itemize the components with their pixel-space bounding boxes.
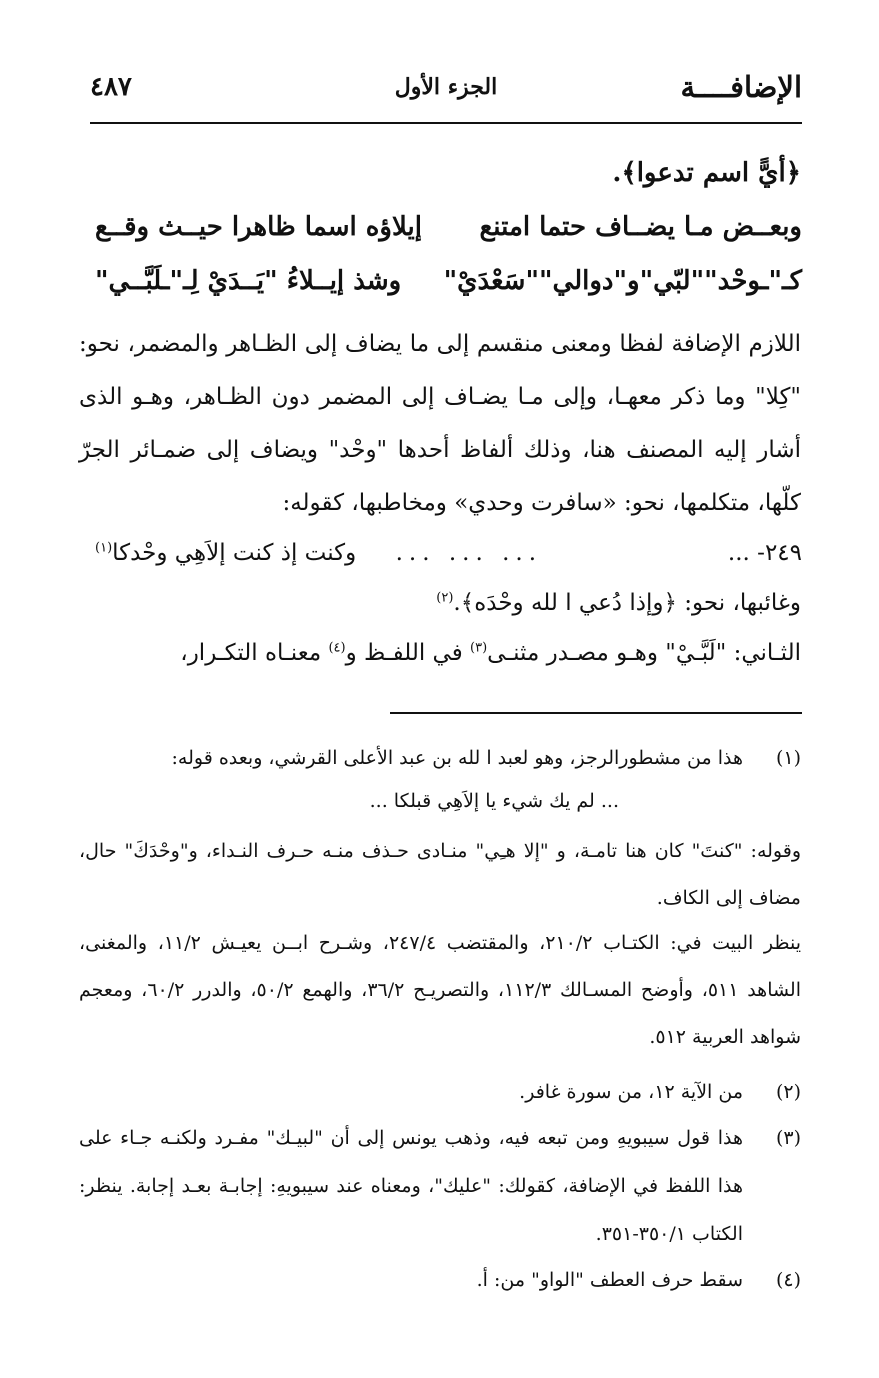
footnote-ref-1: (١) (95, 540, 113, 556)
evidence-number: ٢٤٩- ... (727, 540, 802, 566)
footnote-2 (79, 1068, 801, 1116)
footnote-1 (79, 734, 801, 782)
footnote-ref-2: (٢) (436, 590, 454, 606)
commentary-paragraph: اللازم الإضافة لفظا ومعنى منقسم إلى ما يضاف إلى الظـاهر والمضمر، نحو: "كِلا" وما ذكر معهـا، وإلى مـا يضـاف إلى المضمر دون الظـاهر، وهـو الذى أشار إليه المصنف هنا، وذلك ألفاظ أحدها "وحْد" ويضاف إلى ضمـائر الجرّ كلّها، متكلمها، نحو: «سافرت وحدي» ومخاطبها، كقوله: (79, 331, 801, 516)
footnote-3-text: هذا قول سيبويهِ ومن تبعه فيه، وذهب يونس إلى أن "لبيـك" مفـرد ولكنـه جـاء على هذا اللفظ في الإضافة، كقولك: "عليك"، ومعناه عند سيبويهِ: إجابـة بعـد إجابة. ينظر: الكتاب ٣٥٠/١-٣٥١. (79, 1127, 743, 1245)
footnote-divider (390, 712, 802, 714)
verse-line-2-second-hemistich: وشذ إيــلاءُ "يَــدَيْ لِـ"ـلَبَّــي" (95, 266, 402, 296)
footnote-4 (79, 1256, 801, 1304)
verse-line-1-second-hemistich: إيلاؤه اسما ظاهرا حيــث وقــع (95, 212, 422, 242)
footnote-1-explanation: وقوله: "كنتَ" كان هنا تامـة، و "إلا هـِي" منـادى حـذف منـه حـرف النـداء، و"وحْدَكَ" حال، مضاف إلى الكاف. (79, 840, 801, 909)
verse-line-1 (95, 212, 802, 256)
thani-line (180, 640, 801, 666)
footnote-4-text: سقط حرف العطف "الواو" من: أ. (476, 1269, 743, 1291)
evidence-text (95, 540, 356, 566)
footnote-ref-3: (٣) (470, 640, 488, 656)
evidence-ellipsis: ... ... ... (395, 540, 542, 566)
poetic-evidence-line (95, 540, 802, 584)
footnote-3-number: (٣) (775, 1127, 801, 1149)
evidence-verse: وكنت إذ كنت إلاَهِي وحْدكا (112, 540, 357, 566)
footnote-2-text: من الآية ١٢، من سورة غافر. (519, 1081, 743, 1103)
ghaib-line (436, 590, 801, 616)
verse-line-1-first-hemistich: وبعــض مـا يضــاف حتما امتنع (479, 212, 802, 242)
footnote-1-text: هذا من مشطورالرجز، وهو لعبد ا لله بن عبد الأعلى القرشي، وبعده قوله: (171, 747, 743, 769)
ghaib-text: وغائبها، نحو: ﴿وإذا دُعي ا لله وحْدَه﴾. (453, 590, 801, 616)
running-header (90, 70, 802, 110)
footnote-4-number: (٤) (775, 1269, 801, 1291)
verse-line-2 (95, 266, 802, 310)
footnote-1-references: ينظر البيت في: الكتـاب ٢١٠/٢، والمقتضب ٢٤٧/٤، وشـرح ابــن يعيـش ١١/٢، والمغنى، الشاهد ٥١١، وأوضح المسـالك ١١٢/٣، والتصريـح ٣٦/٢، والهمع ٥٠/٢، والدرر ٦٠/٢، ومعجم شواهد العربية ٥١٢. (79, 932, 802, 1048)
page-number: ٤٨٧ (90, 72, 132, 102)
footnote-ref-4: (٤) (328, 640, 346, 656)
thani-text-a: الثـاني: "لَبَّـيْ" وهـو مصـدر مثنـى (487, 640, 801, 666)
footnote-1-verse: ... لم يك شيء يا إلاَهِي قبلكا ... (369, 790, 619, 812)
verse-line-2-first-hemistich: كـ"ـوحْد""لبّي"و"دوالي""سَعْدَيْ" (443, 266, 802, 296)
chapter-title: الإضافــــة (680, 70, 802, 104)
footnote-2-number: (٢) (775, 1081, 801, 1103)
footnote-1-number: (١) (775, 747, 801, 769)
thani-text-c: معنـاه التكـرار، (180, 640, 329, 666)
quran-quote: ﴿أيًّ اسم تدعوا﴾. (612, 158, 801, 188)
header-divider (90, 122, 802, 124)
thani-text-b: في اللفـظ و (345, 640, 471, 666)
part-label: الجزء الأول (394, 74, 498, 100)
footnote-3 (79, 1114, 801, 1258)
